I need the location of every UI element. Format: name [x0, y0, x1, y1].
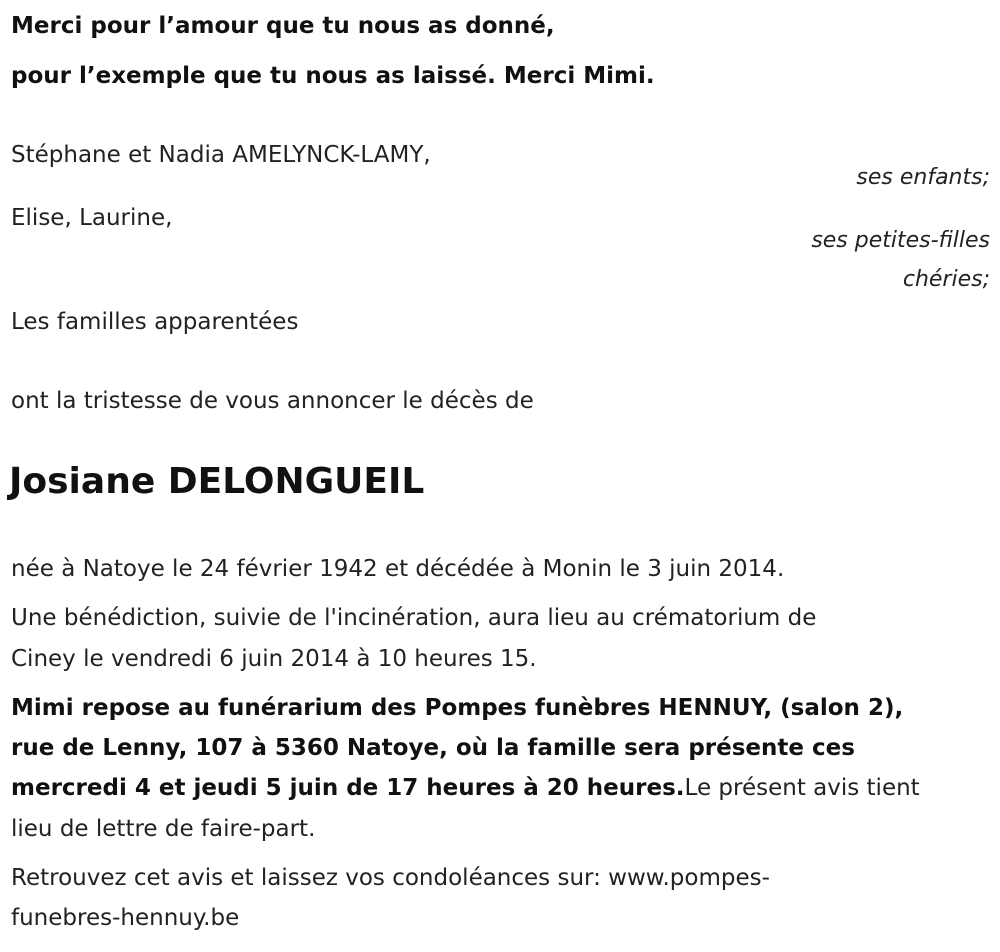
grandchildren-role-line-2: chéries;: [902, 267, 990, 292]
grandchildren-names: Elise, Laurine,: [11, 205, 173, 231]
deceased-name: Josiane DELONGUEIL: [9, 461, 425, 502]
grandchildren-role-line-1: ses petites-filles: [811, 228, 990, 253]
children-role: ses enfants;: [856, 165, 990, 190]
relatives: Les familles apparentées: [11, 309, 299, 335]
visitation-line-3-bold: mercredi 4 et jeudi 5 juin de 17 heures à 20 heures.: [11, 775, 685, 801]
ceremony-line-2: Ciney le vendredi 6 juin 2014 à 10 heures 15.: [11, 646, 537, 672]
visitation-line-3: [11, 768, 920, 808]
visitation-line-2: rue de Lenny, 107 à 5360 Natoye, où la famille sera présente ces: [11, 735, 855, 761]
visitation-line-3-normal: Le présent avis tient: [684, 775, 920, 801]
condolences-line-2: funebres-hennuy.be: [11, 905, 240, 931]
ceremony-line-1: Une bénédiction, suivie de l'incinération, aura lieu au crématorium de: [11, 605, 817, 631]
children-names: Stéphane et Nadia AMELYNCK-LAMY,: [11, 142, 431, 168]
announcement: ont la tristesse de vous annoncer le décès de: [11, 388, 534, 414]
visitation-line-4: lieu de lettre de faire-part.: [11, 816, 316, 842]
condolences-line-1: Retrouvez cet avis et laissez vos condoléances sur: www.pompes-: [11, 865, 770, 891]
birth-death-dates: née à Natoye le 24 février 1942 et décédée à Monin le 3 juin 2014.: [11, 556, 785, 582]
intro-line-2: pour l’exemple que tu nous as laissé. Merci Mimi.: [11, 63, 655, 89]
visitation-line-1: Mimi repose au funérarium des Pompes funèbres HENNUY, (salon 2),: [11, 695, 904, 721]
intro-line-1: Merci pour l’amour que tu nous as donné,: [11, 13, 555, 39]
